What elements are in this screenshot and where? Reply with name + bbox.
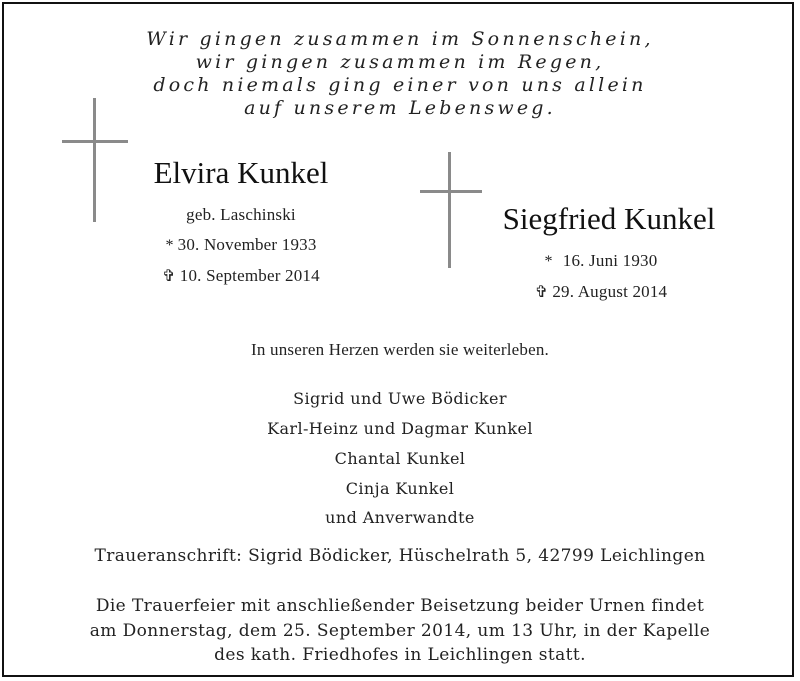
cross-icon [62, 98, 128, 222]
remembrance-line: In unseren Herzen werden sie weiterleben. [250, 340, 549, 359]
mourner-name: Cinja Kunkel [345, 479, 455, 498]
death-cross-icon: ✞ [162, 268, 176, 285]
death-date [141, 266, 341, 286]
deceased-name: Siegfried Kunkel [502, 201, 716, 236]
ceremony-line: Die Trauerfeier mit anschließender Beisetzung beider Urnen findet [95, 596, 705, 616]
deceased-name: Elvira Kunkel [153, 155, 329, 190]
poem-line: auf unserem Lebensweg. [244, 97, 556, 119]
birth-date [482, 251, 720, 271]
death-date-value: 10. September 2014 [179, 266, 320, 285]
poem-line: doch niemals ging einer von uns allein [153, 74, 647, 96]
mourner-name: und Anverwandte [325, 508, 475, 527]
ceremony-line: des kath. Friedhofes in Leichlingen statt. [214, 645, 586, 665]
poem-line: Wir gingen zusammen im Sonnenschein, [146, 28, 654, 50]
mourner-name: Chantal Kunkel [334, 449, 466, 468]
mourning-address: Traueranschrift: Sigrid Bödicker, Hüschelrath 5, 42799 Leichlingen [94, 546, 706, 566]
birth-date-value: 16. Juni 1930 [562, 251, 658, 270]
maiden-name: geb. Laschinski [186, 205, 296, 224]
death-date-value: 29. August 2014 [552, 282, 668, 301]
mourner-name: Karl-Heinz und Dagmar Kunkel [267, 419, 533, 438]
ceremony-line: am Donnerstag, dem 25. September 2014, um 13 Uhr, in der Kapelle [89, 621, 711, 641]
birth-date-value: 30. November 1933 [177, 235, 317, 254]
mourner-name: Sigrid und Uwe Bödicker [293, 389, 507, 408]
cross-icon [420, 152, 482, 268]
death-cross-icon: ✞ [534, 284, 549, 301]
poem-line: wir gingen zusammen im Regen, [195, 51, 605, 73]
birth-date [141, 235, 341, 255]
birth-star-icon: * [544, 253, 553, 270]
death-date [482, 282, 720, 302]
birth-star-icon: * [165, 237, 174, 254]
